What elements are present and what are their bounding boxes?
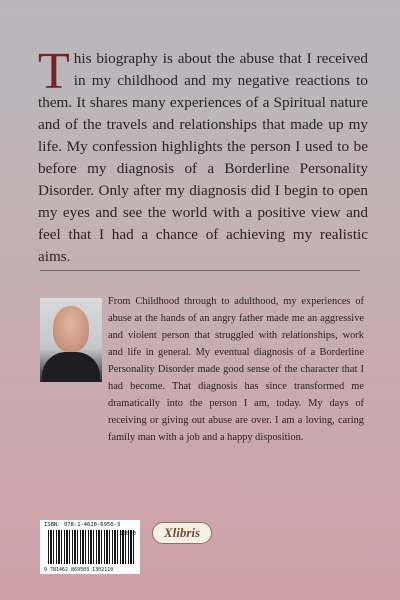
drop-cap: T xyxy=(38,43,70,100)
intro-paragraph xyxy=(38,43,368,268)
publisher-logo xyxy=(152,522,212,544)
barcode-box xyxy=(40,520,140,574)
publisher-logo-text: Xlibris xyxy=(163,525,201,540)
price-code: 90000 xyxy=(119,531,136,537)
author-bio: From Childhood through to adulthood, my experiences of abuse at the hands of an angry father made me an aggressive and violent person that struggled with relationships, work and life in general. My eventual diagnosis of a Borderline Personality Disorder made good sense of the character that I had become. That diagnosis has since transformed me dramatically into the person I am, today. My days of receiving or giving out abuse are over. I am a loving, caring family man with a job and a happy disposition. xyxy=(108,296,364,443)
divider xyxy=(40,270,360,271)
intro-text: his biography is about the abuse that I received in my childhood and my negative reactions to them. It shares many experiences of a Spiritual nature and of the travels and relationships that made up my life. My confession highlights the person I used to be before my diagnosis of a Borderline Personality Disorder. Only after my diagnosis did I begin to open my eyes and see the world with a positive view and feel that I had a chance of achieving my realistic aims. xyxy=(38,50,368,265)
barcode-digits: 9 781462 869503 1302110 xyxy=(44,567,114,573)
author-photo xyxy=(40,298,102,382)
isbn-label: ISBN: 978-1-4628-6950-3 xyxy=(44,522,121,528)
